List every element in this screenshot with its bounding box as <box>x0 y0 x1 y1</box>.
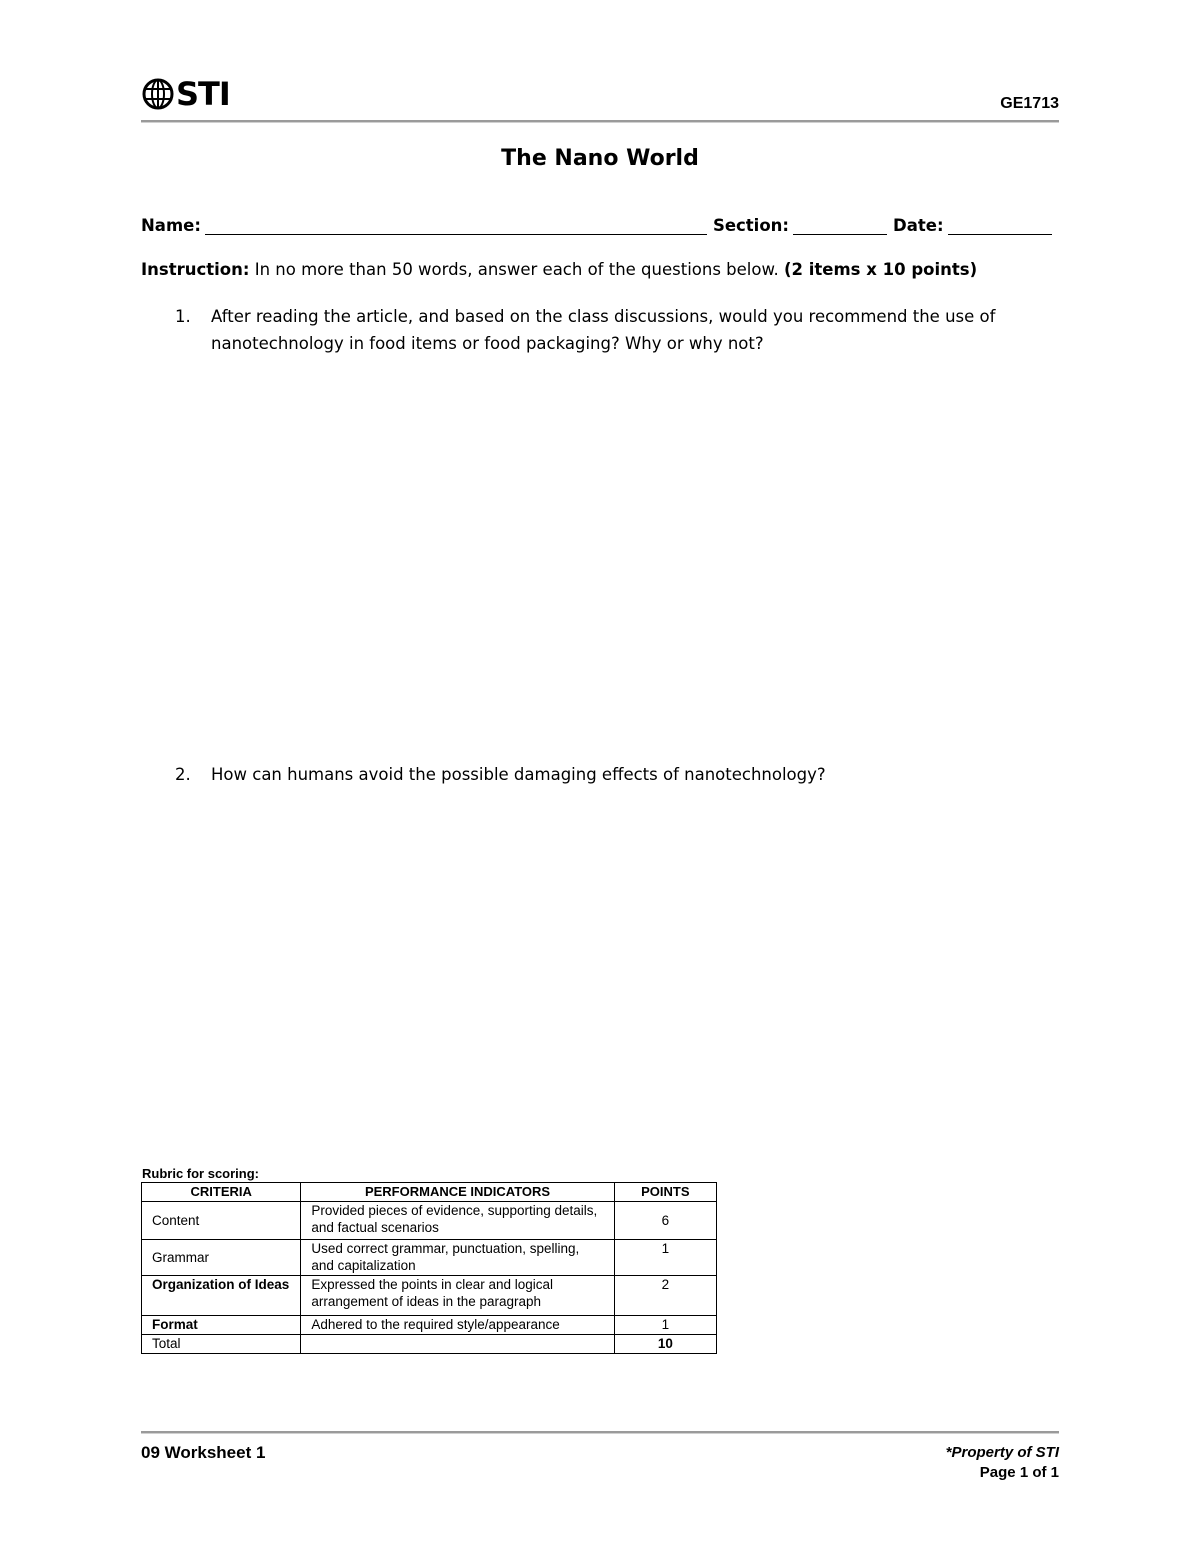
instruction-text: In no more than 50 words, answer each of the questions below. <box>249 260 784 279</box>
points-cell: 2 <box>614 1276 716 1316</box>
page-number: Page 1 of 1 <box>979 1464 1059 1481</box>
course-code: GE1713 <box>1000 95 1059 112</box>
rubric-table <box>141 1182 717 1354</box>
table-row <box>142 1202 717 1240</box>
criteria-cell: Organization of Ideas <box>142 1276 301 1316</box>
logo-text: STI <box>176 75 230 113</box>
rubric-caption: Rubric for scoring: <box>142 1166 260 1181</box>
footer-divider <box>141 1431 1059 1434</box>
date-label: Date: <box>893 216 944 235</box>
student-info-line <box>141 214 1061 235</box>
header-indicators: PERFORMANCE INDICATORS <box>301 1183 614 1202</box>
rubric-header-row <box>142 1183 717 1202</box>
question-1 <box>141 303 1051 357</box>
section-field[interactable] <box>793 214 887 235</box>
indicator-cell: Provided pieces of evidence, supporting details, and factual scenarios <box>301 1202 614 1240</box>
page-title: The Nano World <box>501 146 699 171</box>
points-cell: 6 <box>614 1202 716 1240</box>
question-2 <box>141 761 1051 788</box>
property-notice: *Property of STI <box>945 1444 1059 1461</box>
worksheet-label: 09 Worksheet 1 <box>141 1443 266 1462</box>
question-text: How can humans avoid the possible damaging effects of nanotechnology? <box>211 765 826 784</box>
table-row <box>142 1240 717 1276</box>
indicator-cell: Expressed the points in clear and logical arrangement of ideas in the paragraph <box>301 1276 614 1316</box>
criteria-cell: Format <box>142 1316 301 1335</box>
indicator-cell: Adhered to the required style/appearance <box>301 1316 614 1335</box>
points-cell: 1 <box>614 1316 716 1335</box>
instruction <box>141 260 1061 279</box>
question-number: 1. <box>175 307 191 326</box>
footer-right <box>946 1443 1059 1483</box>
date-field[interactable] <box>948 214 1052 235</box>
total-row <box>142 1335 717 1354</box>
question-text: After reading the article, and based on the class discussions, would you recommend the use of nanotechnology in food items or food packaging? Why or why not? <box>211 307 996 353</box>
total-indicator <box>301 1335 614 1354</box>
globe-icon <box>142 78 174 110</box>
criteria-cell: Grammar <box>142 1240 301 1276</box>
header-divider <box>141 120 1059 123</box>
table-row <box>142 1316 717 1335</box>
section-label: Section: <box>712 216 790 235</box>
total-points: 10 <box>614 1335 716 1354</box>
name-label: Name: <box>141 216 201 235</box>
table-row <box>142 1276 717 1316</box>
header-criteria: CRITERIA <box>142 1183 301 1202</box>
points-cell: 1 <box>614 1240 716 1276</box>
criteria-cell: Content <box>142 1202 301 1240</box>
sti-logo <box>142 74 230 114</box>
indicator-cell: Used correct grammar, punctuation, spelling, and capitalization <box>301 1240 614 1276</box>
total-label: Total <box>142 1335 301 1354</box>
question-number: 2. <box>175 765 191 784</box>
instruction-points: (2 items x 10 points) <box>783 260 978 279</box>
header-points: POINTS <box>614 1183 716 1202</box>
instruction-label: Instruction: <box>141 260 250 279</box>
name-field[interactable] <box>205 214 707 235</box>
